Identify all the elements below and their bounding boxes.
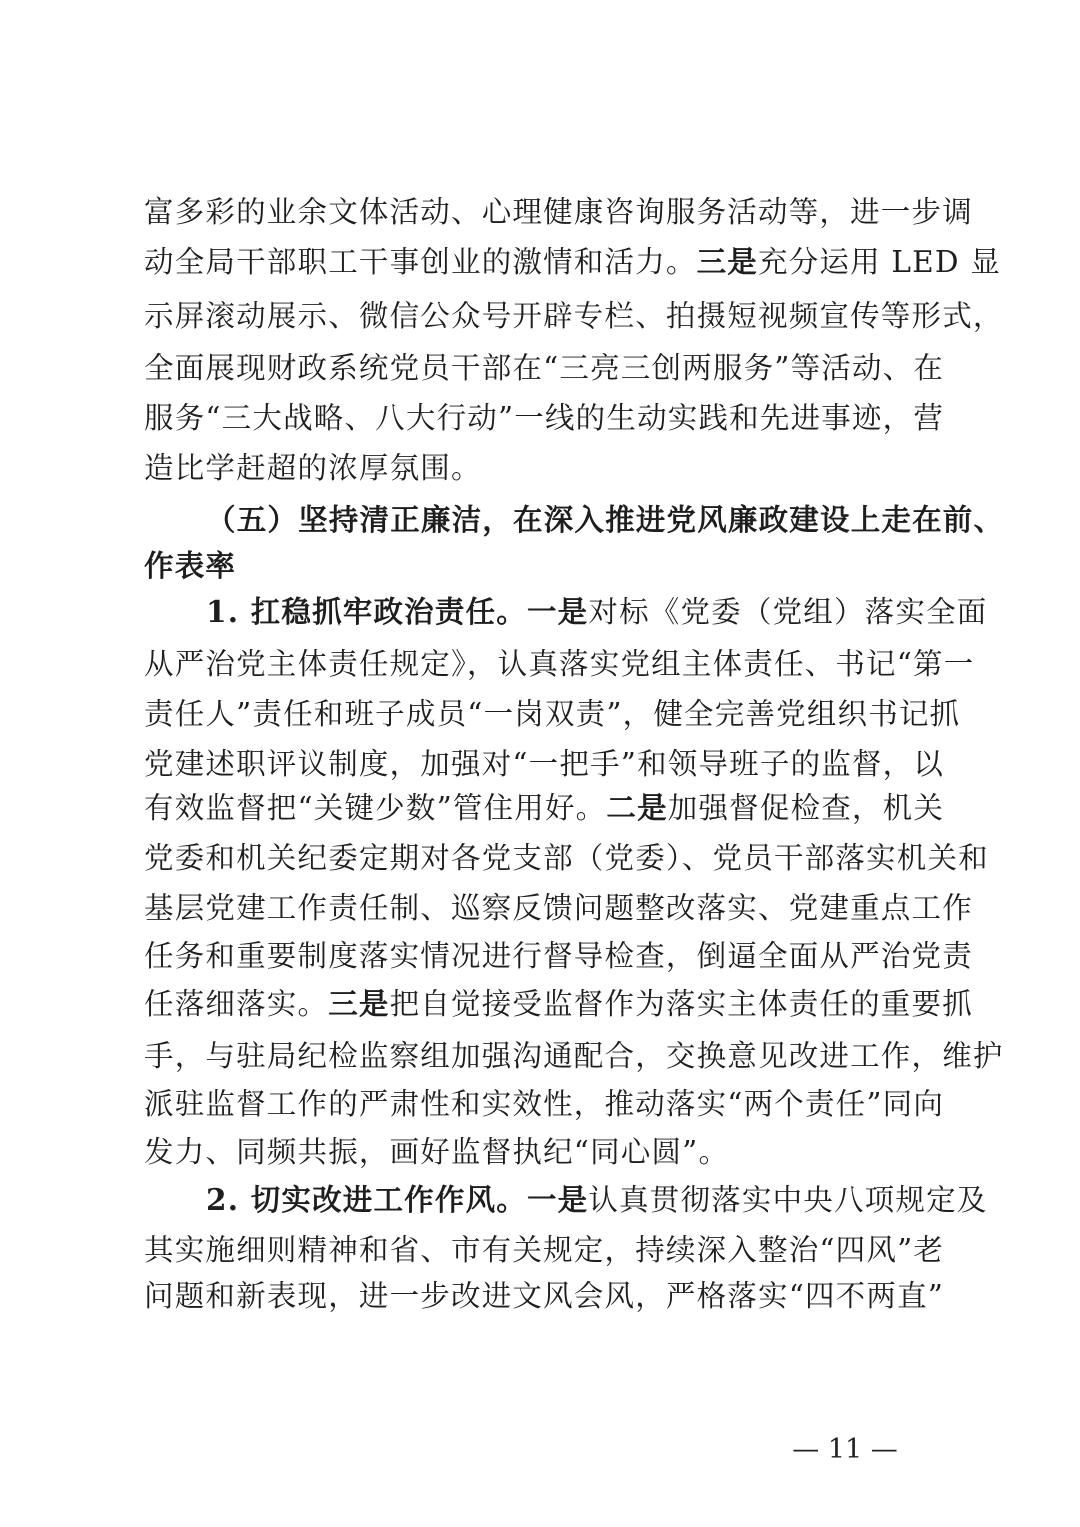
text-segment: 全面展现财政系统党员干部在“三亮三创两服务”等活动、在: [144, 351, 945, 385]
text-line: [144, 978, 973, 1030]
bold-text-segment: （五）坚持清正廉洁，在深入推进党风廉政建设上走在前、: [206, 502, 1005, 537]
bold-text-segment: 一是: [526, 594, 589, 629]
text-segment: 发力、同频共振，画好监督执纪“同心圆”。: [144, 1135, 730, 1169]
text-segment: 造比学赶超的浓厚氛围。: [144, 451, 482, 485]
text-segment: 派驻监督工作的严肃性和实效性，推动落实“两个责任”同向: [144, 1087, 945, 1121]
bold-text-segment: 三是: [696, 244, 759, 279]
text-segment: 示屏滚动展示、微信公众号开辟专栏、拍摄短视频宣传等形式，: [144, 299, 1004, 333]
text-line: [144, 930, 973, 982]
text-line: [144, 1078, 944, 1130]
text-line: [206, 1174, 988, 1226]
bold-text-segment: 一是: [526, 1182, 589, 1217]
text-line: [144, 638, 975, 690]
text-segment: 问题和新表现，进一步改进文风会风，严格落实“四不两直”: [144, 1279, 945, 1313]
text-line: [144, 832, 989, 884]
text-line: [144, 782, 944, 834]
text-line: [144, 442, 944, 494]
text-segment: 认真贯彻落实中央八项规定及: [588, 1183, 988, 1217]
text-line: [144, 186, 973, 238]
bold-text-segment: 2. 切实改进工作作风。: [206, 1182, 527, 1217]
text-segment: 责任人”责任和班子成员“一岗双责”，健全完善党组织书记抓: [144, 697, 961, 731]
text-line: [144, 882, 973, 934]
text-line: [144, 392, 944, 444]
text-line: [144, 342, 944, 394]
text-segment: 手，与驻局纪检监察组加强沟通配合，交换意见改进工作，维护: [144, 1039, 1004, 1073]
text-line: [144, 1270, 944, 1322]
text-line: [144, 1126, 944, 1178]
text-segment: 基层党建工作责任制、巡察反馈问题整改落实、党建重点工作: [144, 891, 973, 925]
text-line: [206, 494, 1005, 546]
bold-text-segment: 作表率: [144, 548, 237, 583]
text-segment: 从严治党主体责任规定》，认真落实党组主体责任、书记“第一: [144, 647, 975, 681]
text-segment: 党委和机关纪委定期对各党支部（党委）、党员干部落实机关和: [144, 841, 989, 875]
text-line: [144, 236, 1002, 288]
bold-text-segment: 1. 扛稳抓牢政治责任。: [206, 594, 527, 629]
text-line: [144, 1030, 1004, 1082]
text-segment: 加强督促检查，机关: [667, 791, 945, 825]
text-segment: 其实施细则精神和省、市有关规定，持续深入整治“四风”老: [144, 1233, 945, 1267]
text-segment: 对标《党委（党组）落实全面: [588, 595, 988, 629]
text-segment: 党建述职评议制度，加强对“一把手”和领导班子的监督，以: [144, 747, 945, 781]
text-line: [144, 290, 1004, 342]
text-line: [206, 586, 988, 638]
text-segment: 有效监督把“关键少数”管住用好。: [144, 791, 607, 825]
text-segment: 充分运用 LED 显: [758, 245, 1002, 279]
text-line: [144, 688, 961, 740]
text-segment: 富多彩的业余文体活动、心理健康咨询服务活动等，进一步调: [144, 195, 973, 229]
text-segment: 任落细落实。: [144, 987, 329, 1021]
text-segment: 动全局干部职工干事创业的激情和活力。: [144, 245, 697, 279]
bold-text-segment: 三是: [328, 986, 390, 1021]
text-line: [144, 540, 944, 592]
text-line: [144, 1224, 944, 1276]
bold-text-segment: 二是: [606, 790, 668, 825]
text-segment: 服务“三大战略、八大行动”一线的生动实践和先进事迹，营: [144, 401, 945, 435]
text-segment: 任务和重要制度落实情况进行督导检查，倒逼全面从严治党责: [144, 939, 973, 973]
page-number: — 11 —: [792, 1434, 898, 1465]
text-segment: 把自觉接受监督作为落实主体责任的重要抓: [389, 987, 973, 1021]
